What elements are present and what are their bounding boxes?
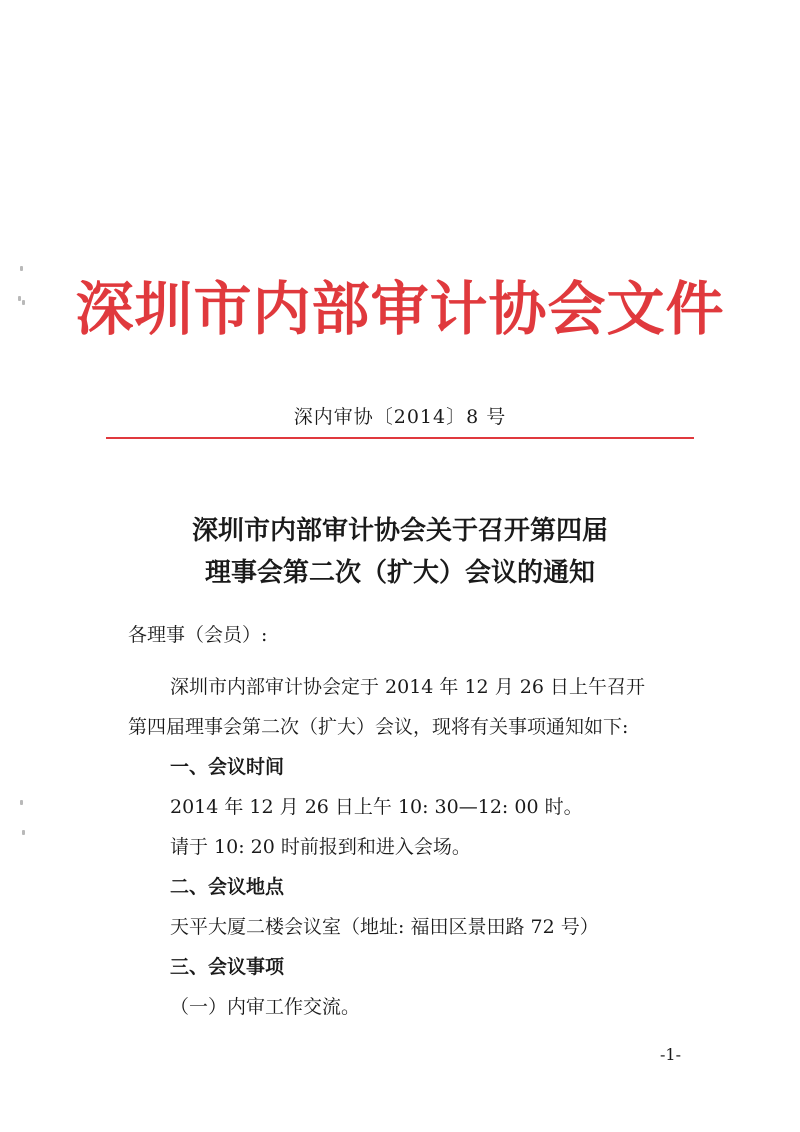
section-heading-time: 一、会议时间 <box>170 756 285 778</box>
intro-paragraph-line-1: 深圳市内部审计协会定于 2014 年 12 月 26 日上午召开 <box>170 676 645 698</box>
section-heading-location: 二、会议地点 <box>170 876 285 898</box>
agenda-item-1: （一）内审工作交流。 <box>170 996 361 1018</box>
page-number: -1- <box>660 1045 681 1064</box>
check-in-time-text: 请于 10: 20 时前报到和进入会场。 <box>170 836 471 858</box>
scan-speck <box>20 800 23 805</box>
meeting-location-text: 天平大厦二楼会议室（地址: 福田区景田路 72 号） <box>170 916 599 938</box>
notice-title <box>0 510 800 594</box>
title-line-2: 理事会第二次（扩大）会议的通知 <box>204 558 595 588</box>
section-heading-agenda: 三、会议事项 <box>170 956 285 978</box>
scan-speck <box>22 830 25 835</box>
salutation: 各理事（会员）: <box>128 624 268 646</box>
document-number: 深内审协〔2014〕8 号 <box>293 406 507 428</box>
title-line-1: 深圳市内部审计协会关于召开第四届 <box>191 516 608 546</box>
meeting-time-text: 2014 年 12 月 26 日上午 10: 30—12: 00 时。 <box>170 796 583 818</box>
intro-paragraph-line-2: 第四届理事会第二次（扩大）会议，现将有关事项通知如下: <box>128 716 629 738</box>
red-divider-line <box>106 437 694 439</box>
document-masthead: 深圳市内部审计协会文件 <box>75 275 725 343</box>
